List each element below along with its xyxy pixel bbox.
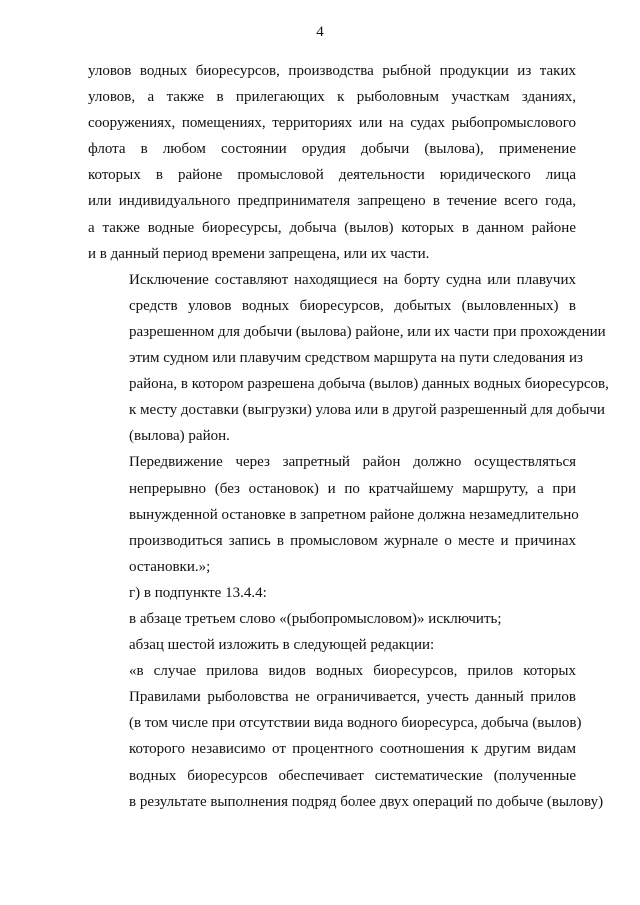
- text-line: Передвижение через запретный район должно осуществляться: [129, 454, 576, 471]
- document-body: [88, 58, 609, 815]
- text-line: средств уловов водных биоресурсов, добытых (выловленных) в: [129, 297, 576, 314]
- text-line: Правилами рыболовства не ограничивается, учесть данный прилов: [129, 689, 576, 706]
- text-line: или индивидуального предпринимателя запрещено в течение всего года,: [88, 193, 576, 210]
- text-line: разрешенном для добычи (вылова) районе, или их части при прохождении: [129, 323, 606, 340]
- text-line: производиться запись в промысловом журнале о месте и причинах: [129, 532, 576, 549]
- text-line: сооружениях, помещениях, территориях или на судах рыбопромыслового: [88, 115, 576, 132]
- text-line: (в том числе при отсутствии вида водного биоресурса, добыча (вылов): [129, 715, 582, 732]
- text-line: остановки.»;: [129, 558, 211, 575]
- text-line: которых в районе промысловой деятельности юридического лица: [88, 167, 576, 184]
- text-line: Исключение составляют находящиеся на борту судна или плавучих: [129, 271, 576, 288]
- text-line: вынужденной остановке в запретном районе должна незамедлительно: [129, 506, 579, 523]
- text-line: района, в котором разрешена добыча (вылов) данных водных биоресурсов,: [129, 376, 609, 393]
- text-line: в результате выполнения подряд более двух операций по добыче (вылову): [129, 793, 604, 810]
- text-line: уловов, а также в прилегающих к рыболовным участкам зданиях,: [88, 89, 576, 106]
- text-line: водных биоресурсов обеспечивает систематические (полученные: [129, 767, 576, 784]
- text-line: абзац шестой изложить в следующей редакции:: [129, 637, 435, 654]
- text-line: уловов водных биоресурсов, производства рыбной продукции из таких: [88, 63, 576, 79]
- paragraph: [88, 606, 576, 632]
- text-line: которого независимо от процентного соотношения к другим видам: [129, 741, 576, 758]
- text-line: в абзаце третьем слово «(рыбопромысловом)» исключить;: [129, 610, 502, 627]
- text-line: «в случае прилова видов водных биоресурсов, прилов которых: [129, 663, 576, 680]
- text-line: (вылова) район.: [129, 428, 230, 445]
- text-line: а также водные биоресурсы, добыча (вылов) которых в данном районе: [88, 219, 576, 236]
- text-line: флота в любом состоянии орудия добычи (вылова), применение: [88, 141, 576, 158]
- paragraph: [88, 267, 609, 450]
- text-line: к месту доставки (выгрузки) улова или в другой разрешенный для добычи: [129, 402, 605, 419]
- paragraph: [88, 632, 576, 658]
- page-number: 4: [316, 24, 324, 40]
- paragraph: [88, 658, 604, 815]
- paragraph: [88, 580, 576, 606]
- text-line: этим судном или плавучим средством маршрута на пути следования из: [129, 350, 583, 367]
- text-line: и в данный период времени запрещена, или их части.: [88, 245, 430, 262]
- paragraph: [88, 58, 576, 267]
- text-line: непрерывно (без остановок) и по кратчайшему маршруту, а при: [129, 480, 576, 497]
- text-line: г) в подпункте 13.4.4:: [129, 584, 267, 601]
- paragraph: [88, 449, 579, 579]
